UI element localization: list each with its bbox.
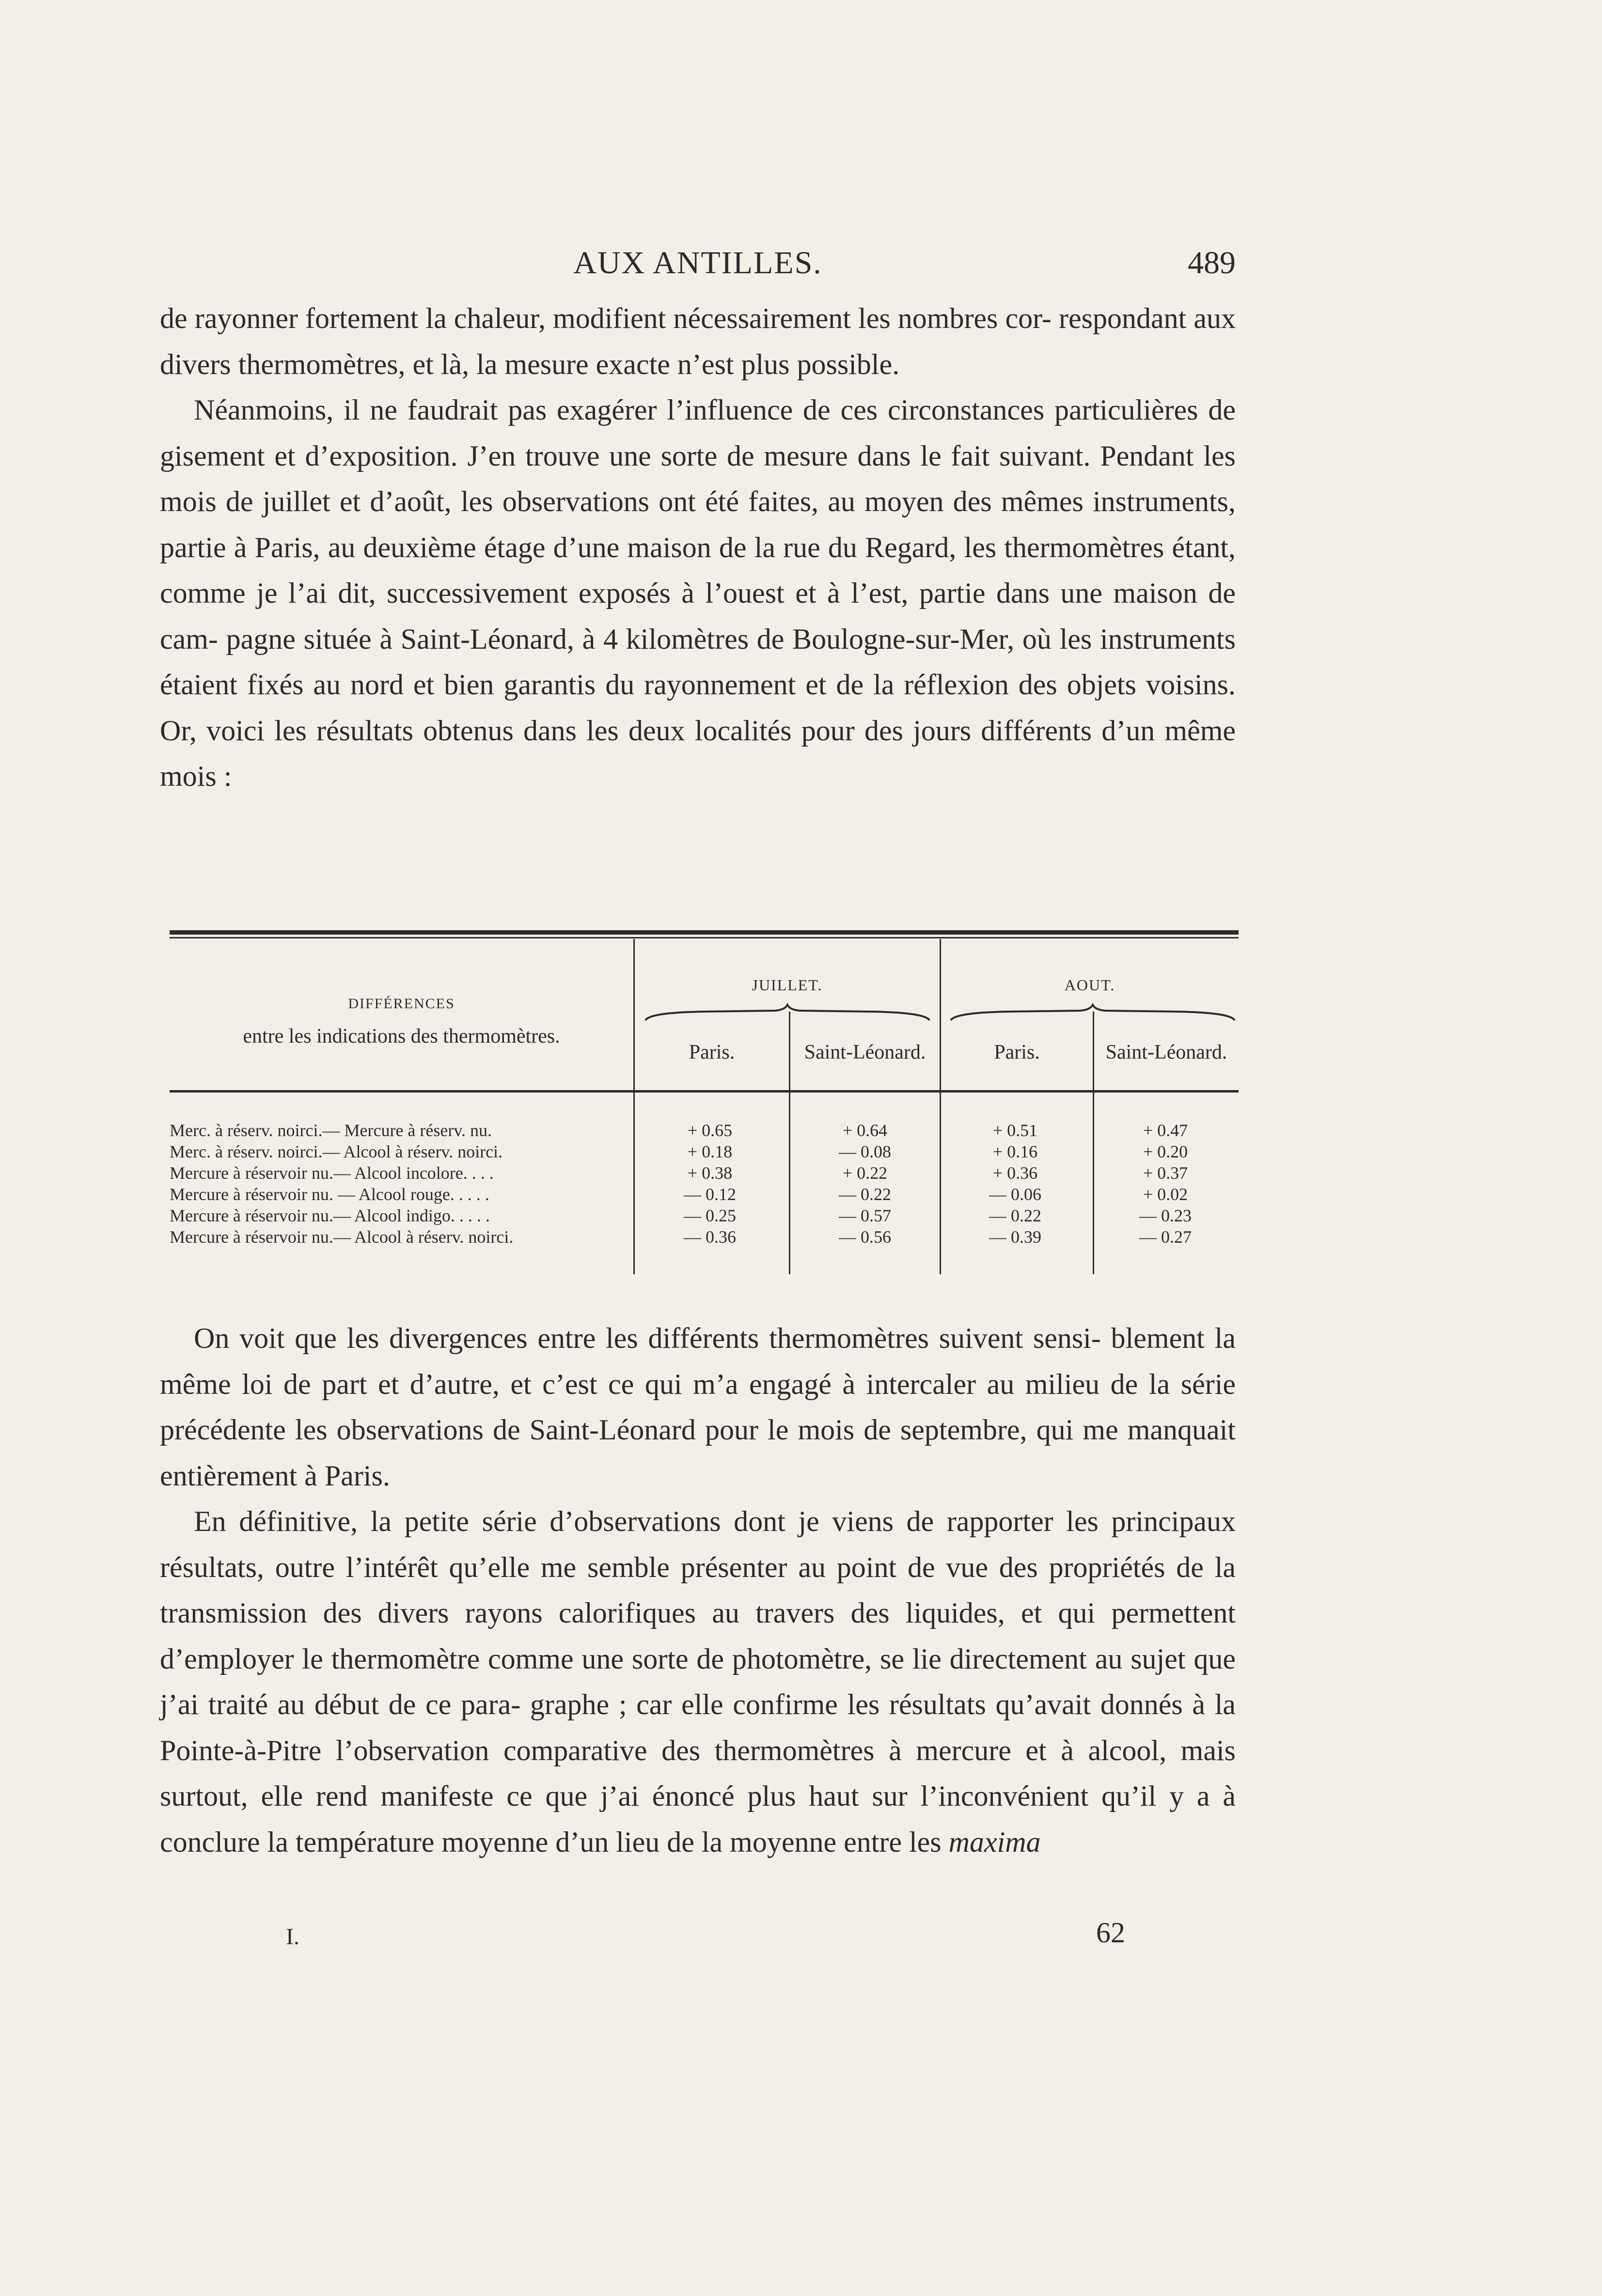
row-label: Mercure à réservoir nu.— Alcool incolore. . . . [170,1163,494,1183]
paragraph-text: En définitive, la petite série d’observations dont je viens de rapporter les principaux résultats, outre l’intérêt qu’elle me semble présenter au point de vue des propriétés de la transmission des divers rayons calorifiques au travers des liquides, et qui permettent d’employer le thermomètre comme une sorte de photomètre, se lie directement au sujet que j’ai traité au début de ce para- graphe ; car elle confirme les résultats qu’avait donnés à la Pointe-à-Pitre l’observation comparative des thermomètres à mercure et à alcool, mais surtout, elle rend manifeste ce que j’ai énoncé plus haut sur l’inconvénient qu’il y a à conclure la température moyenne d’un lieu de la moyenne entre les [160,1505,1236,1858]
cell-value: — 0.22 [989,1206,1041,1225]
cell-value: — 0.12 [684,1185,736,1204]
row-header-title: DIFFÉRENCES [348,996,455,1012]
row-header-subtitle: entre les indications des thermomètres. [243,1025,560,1047]
cell-value: + 0.16 [992,1142,1038,1161]
brace-august [950,1003,1236,1022]
table-top-rule [170,930,1239,935]
month-header-august: AOUT. [1064,976,1115,994]
brace-july [644,1003,930,1022]
cell-value: — 0.39 [989,1227,1041,1247]
cell-value: — 0.23 [1139,1206,1192,1225]
paragraph: On voit que les divergences entre les différents thermomètres suivent sensi- blement la même loi de part et d’autre, et c’est ce qui m’a engagé à intercaler au milieu de la série précédente les observations de Saint-Léonard pour le mois de septembre, qui me manquait entièrement à Paris. [160,1322,1236,1492]
cell-value: + 0.22 [842,1163,888,1183]
cell-value: — 0.25 [684,1206,736,1225]
running-head-title: AUX ANTILLES. [573,245,822,281]
cell-value: + 0.36 [992,1163,1038,1183]
table-row [170,1184,1239,1202]
cell-value: + 0.37 [1143,1163,1188,1183]
row-label: Mercure à réservoir nu.— Alcool à réserv. noirci. [170,1227,514,1247]
table-row [170,1120,1239,1138]
body-text-top [160,296,1236,799]
cell-value: + 0.38 [687,1163,733,1183]
italic-word: maxima [948,1826,1041,1858]
row-label: Merc. à réserv. noirci.— Alcool à réserv. noirci. [170,1142,503,1161]
table-row [170,1205,1239,1223]
signature-mark: I. [286,1924,299,1950]
cell-value: — 0.08 [839,1142,891,1161]
cell-value: + 0.64 [842,1121,888,1140]
table-row [170,1227,1239,1247]
comparison-table [160,930,1239,1294]
cell-value: — 0.06 [989,1185,1041,1204]
table-top-rule-thin [170,937,1239,938]
cell-value: + 0.02 [1143,1185,1188,1204]
row-label: Mercure à réservoir nu.— Alcool indigo. . . . . [170,1206,490,1225]
table-row [170,1163,1239,1183]
cell-value: — 0.57 [839,1206,891,1225]
body-text-bottom [160,1315,1236,1865]
cell-value: + 0.65 [687,1121,733,1140]
paragraph: de rayonner fortement la chaleur, modifient nécessairement les nombres cor- respondant aux divers thermomètres, et là, la mesure exacte n’est plus possible. [160,302,1236,380]
cell-value: + 0.20 [1143,1142,1188,1161]
page-number: 489 [1188,245,1236,281]
column-header-paris-july: Paris. [689,1041,735,1063]
header-separator-rule [170,1090,1239,1093]
row-label: Mercure à réservoir nu. — Alcool rouge. . . . . [170,1185,489,1204]
row-label: Merc. à réserv. noirci.— Mercure à réserv. nu. [170,1121,492,1140]
cell-value: + 0.51 [992,1121,1038,1140]
column-header-paris-august: Paris. [994,1041,1040,1063]
column-header-saint-leonard-july: Saint-Léonard. [804,1041,926,1063]
column-header-saint-leonard-august: Saint-Léonard. [1105,1041,1227,1063]
paragraph [160,1499,1236,1865]
table-row [170,1141,1239,1159]
cell-value: + 0.18 [687,1142,733,1161]
cell-value: — 0.22 [839,1185,891,1204]
cell-value: + 0.47 [1143,1121,1188,1140]
cell-value: — 0.36 [684,1227,736,1247]
sheet-number: 62 [1096,1917,1125,1949]
month-header-july: JUILLET. [752,976,823,994]
running-head [160,245,1236,283]
cell-value: — 0.27 [1139,1227,1192,1247]
paragraph: Néanmoins, il ne faudrait pas exagérer l’influence de ces circonstances particulières de gisement et d’exposition. J’en trouve une sorte de mesure dans le fait suivant. Pendant les mois de juillet et d’août, les observations ont été faites, au moyen des mêmes instruments, partie à Paris, au deuxième étage d’une maison de la rue du Regard, les thermomètres étant, comme je l’ai dit, successivement exposés à l’ouest et à l’est, partie dans une maison de cam- pagne située à Saint-Léonard, à 4 kilomètres de Boulogne-sur-Mer, où les instruments étaient fixés au nord et bien garantis du rayonnement et de la réflexion des objets voisins. Or, voici les résultats obtenus dans les deux localités pour des jours différents d’un même mois : [160,394,1236,792]
cell-value: — 0.56 [839,1227,891,1247]
